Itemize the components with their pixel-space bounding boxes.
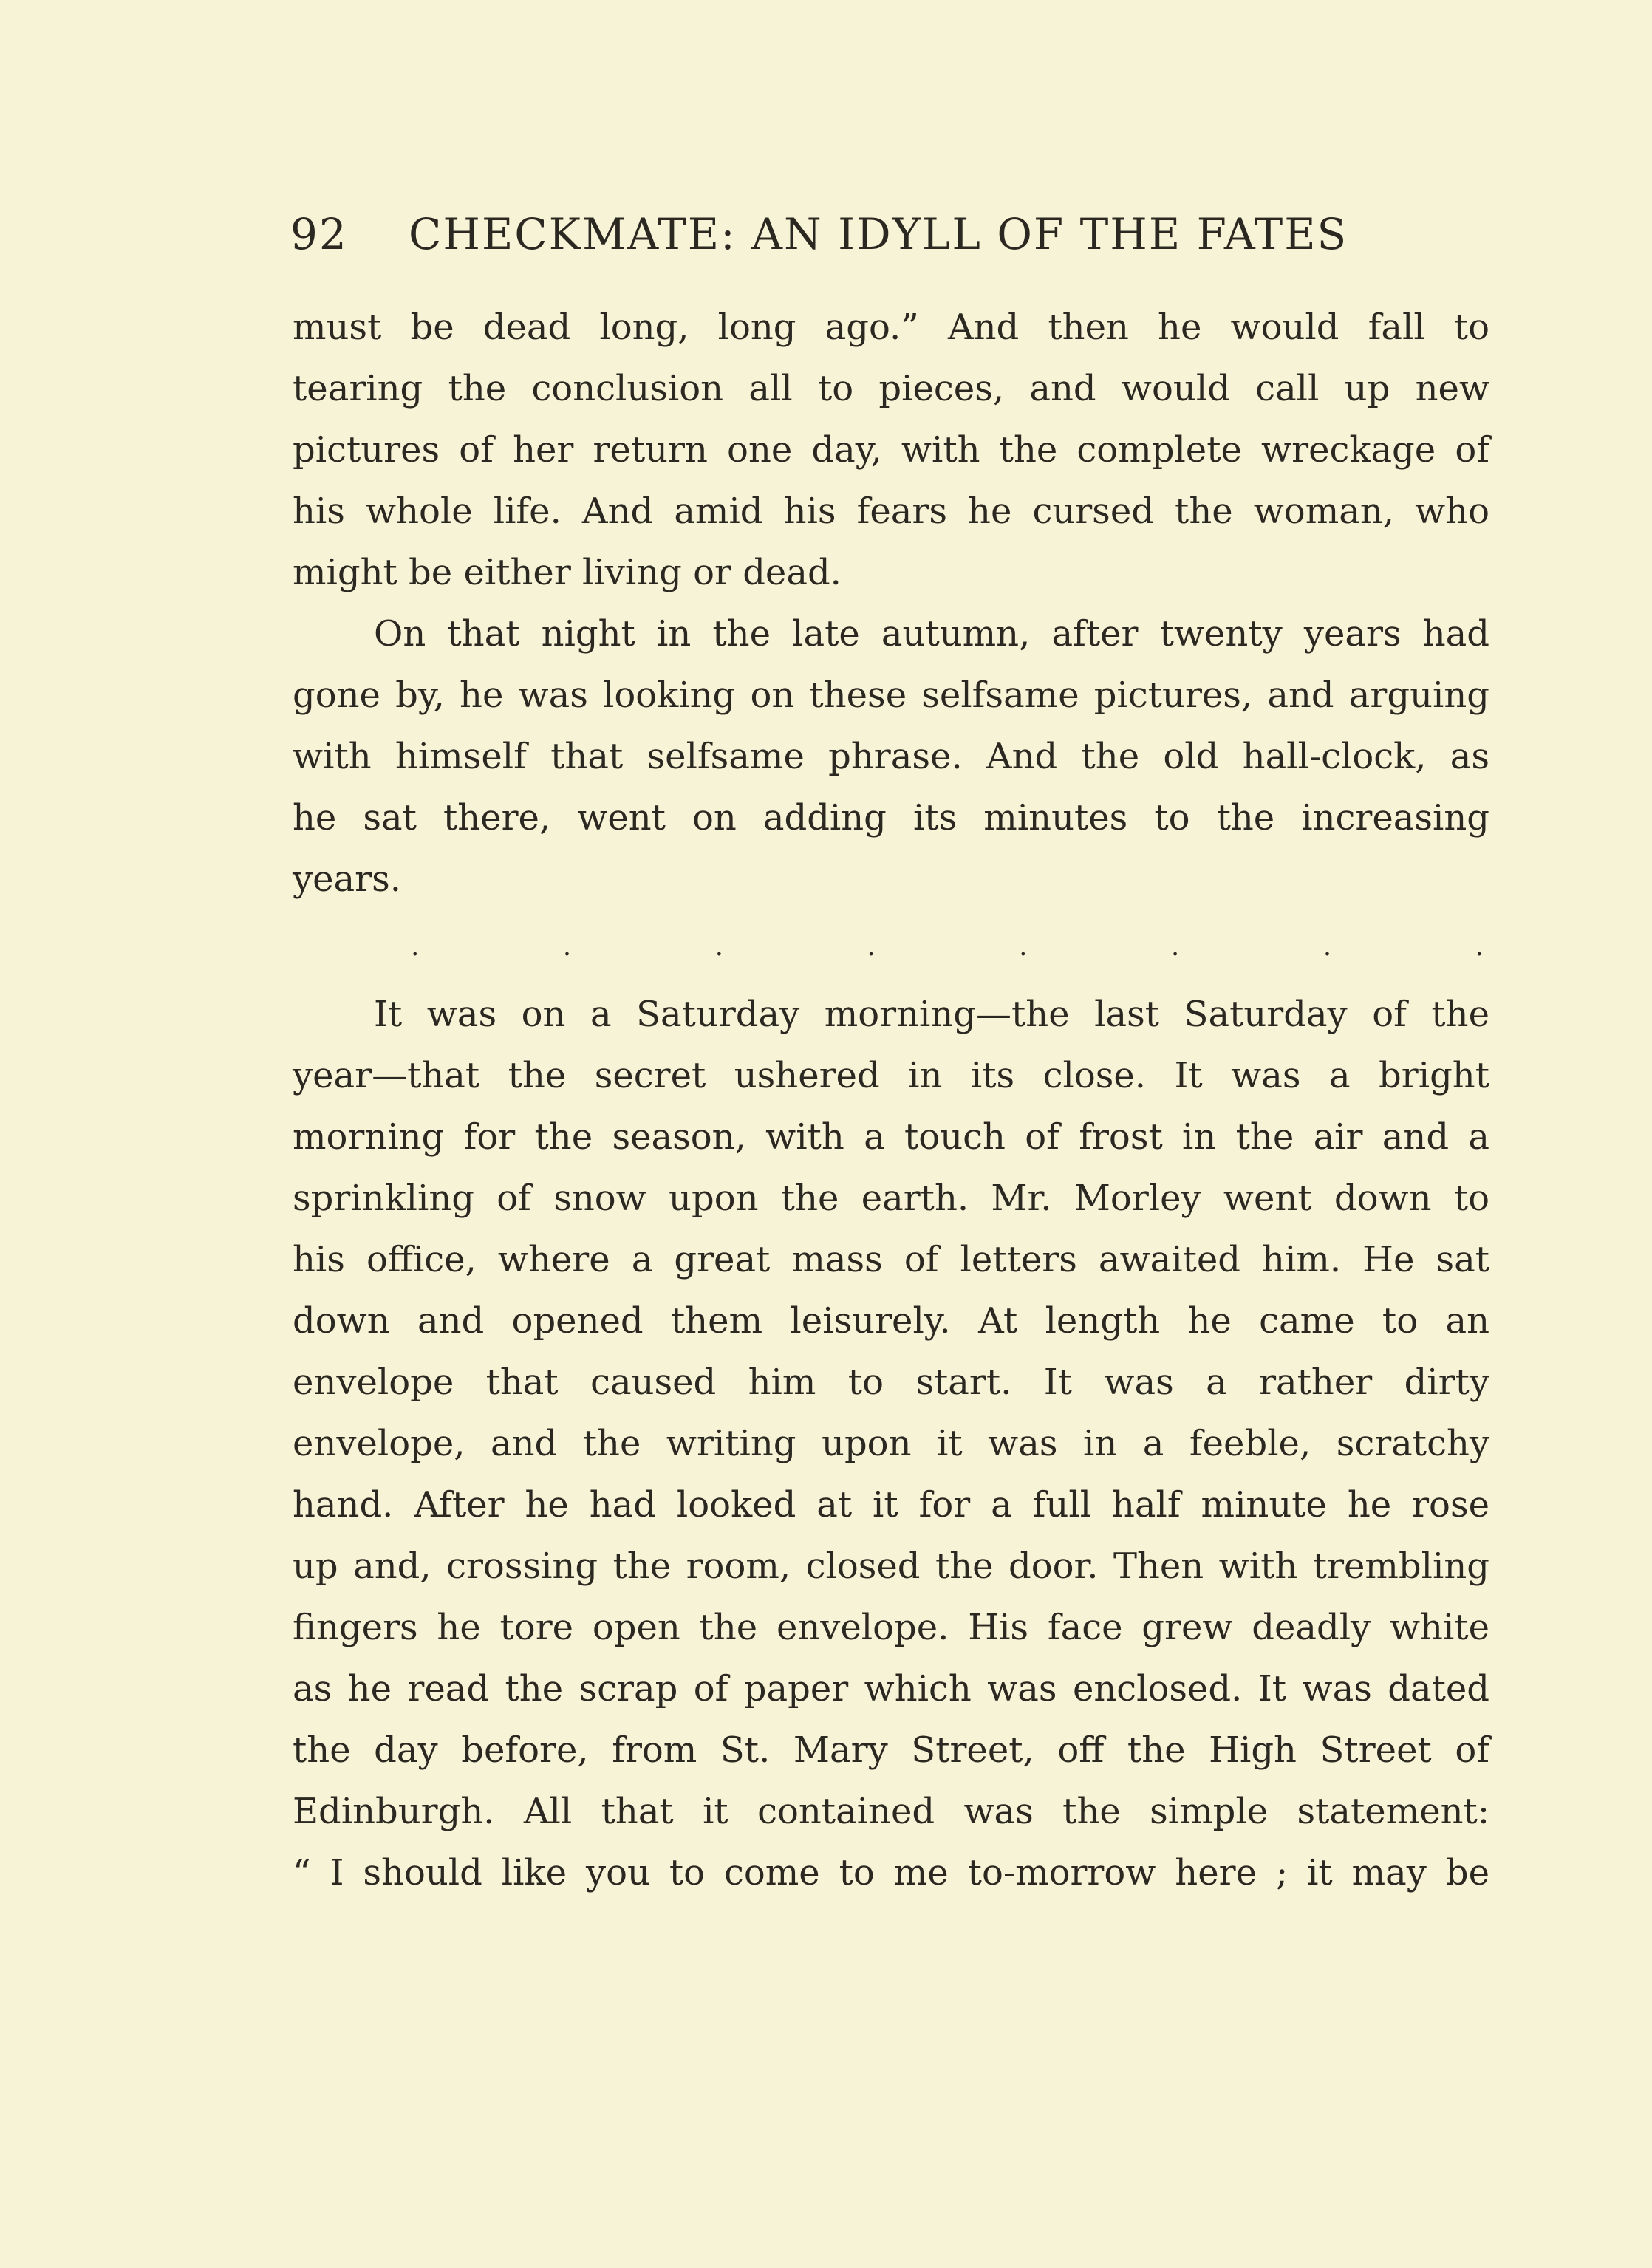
- section-break-dot: .: [411, 932, 420, 962]
- section-break-dot: .: [714, 932, 724, 962]
- text-line: pictures of her return one day, with the complete wreckage of: [293, 429, 1489, 471]
- section-break-dot: .: [867, 932, 876, 962]
- paragraph: [293, 297, 1489, 604]
- text-line: with himself that selfsame phrase. And the old hall-clock, as: [293, 736, 1489, 777]
- text-line: gone by, he was looking on these selfsame pictures, and arguing: [293, 674, 1489, 716]
- text-line: up and, crossing the room, closed the door. Then with trembling: [293, 1545, 1489, 1587]
- text-line: It was on a Saturday morning—the last Saturday of the: [374, 994, 1489, 1035]
- text-line: tearing the conclusion all to pieces, and would call up new: [293, 368, 1489, 409]
- text-line: Edinburgh. All that it contained was the simple statement:: [293, 1791, 1489, 1832]
- section-break-dot: .: [1170, 932, 1180, 962]
- section-break-dot: .: [1019, 932, 1028, 962]
- text-line: must be dead long, long ago.” And then he would fall to: [293, 307, 1489, 348]
- text-line: he sat there, went on adding its minutes to the increasing: [293, 797, 1489, 838]
- text-line: year—that the secret ushered in its close. It was a bright: [293, 1055, 1489, 1096]
- running-head: [290, 201, 1384, 267]
- text-line: envelope, and the writing upon it was in a feeble, scratchy: [293, 1423, 1489, 1464]
- section-break-dot: .: [1322, 932, 1332, 962]
- text-line: down and opened them leisurely. At length he came to an: [293, 1300, 1489, 1342]
- text-line: morning for the season, with a touch of frost in the air and a: [293, 1116, 1489, 1158]
- body-text: [293, 297, 1489, 1904]
- text-line: On that night in the late autumn, after twenty years had: [374, 613, 1489, 655]
- section-break: [293, 910, 1489, 984]
- paragraph: [293, 604, 1489, 910]
- section-break-dot: .: [562, 932, 572, 962]
- running-title: CHECKMATE: AN IDYLL OF THE FATES: [409, 209, 1348, 259]
- text-line: envelope that caused him to start. It was a rather dirty: [293, 1362, 1489, 1403]
- text-line: his office, where a great mass of letters awaited him. He sat: [293, 1239, 1489, 1280]
- page-number: 92: [290, 209, 348, 259]
- text-line: fingers he tore open the envelope. His face grew deadly white: [293, 1607, 1489, 1648]
- text-line: the day before, from St. Mary Street, off the High Street of: [293, 1729, 1489, 1771]
- paragraph: [293, 984, 1489, 1904]
- section-break-dot: .: [1475, 932, 1484, 962]
- text-line: “ I should like you to come to me to-morrow here ; it may be: [293, 1852, 1489, 1893]
- text-line: his whole life. And amid his fears he cursed the woman, who: [293, 491, 1489, 532]
- text-line: as he read the scrap of paper which was enclosed. It was dated: [293, 1668, 1489, 1709]
- text-line: years.: [293, 858, 401, 900]
- text-line: might be either living or dead.: [293, 552, 842, 593]
- text-line: sprinkling of snow upon the earth. Mr. Morley went down to: [293, 1178, 1489, 1219]
- text-line: hand. After he had looked at it for a full half minute he rose: [293, 1484, 1489, 1526]
